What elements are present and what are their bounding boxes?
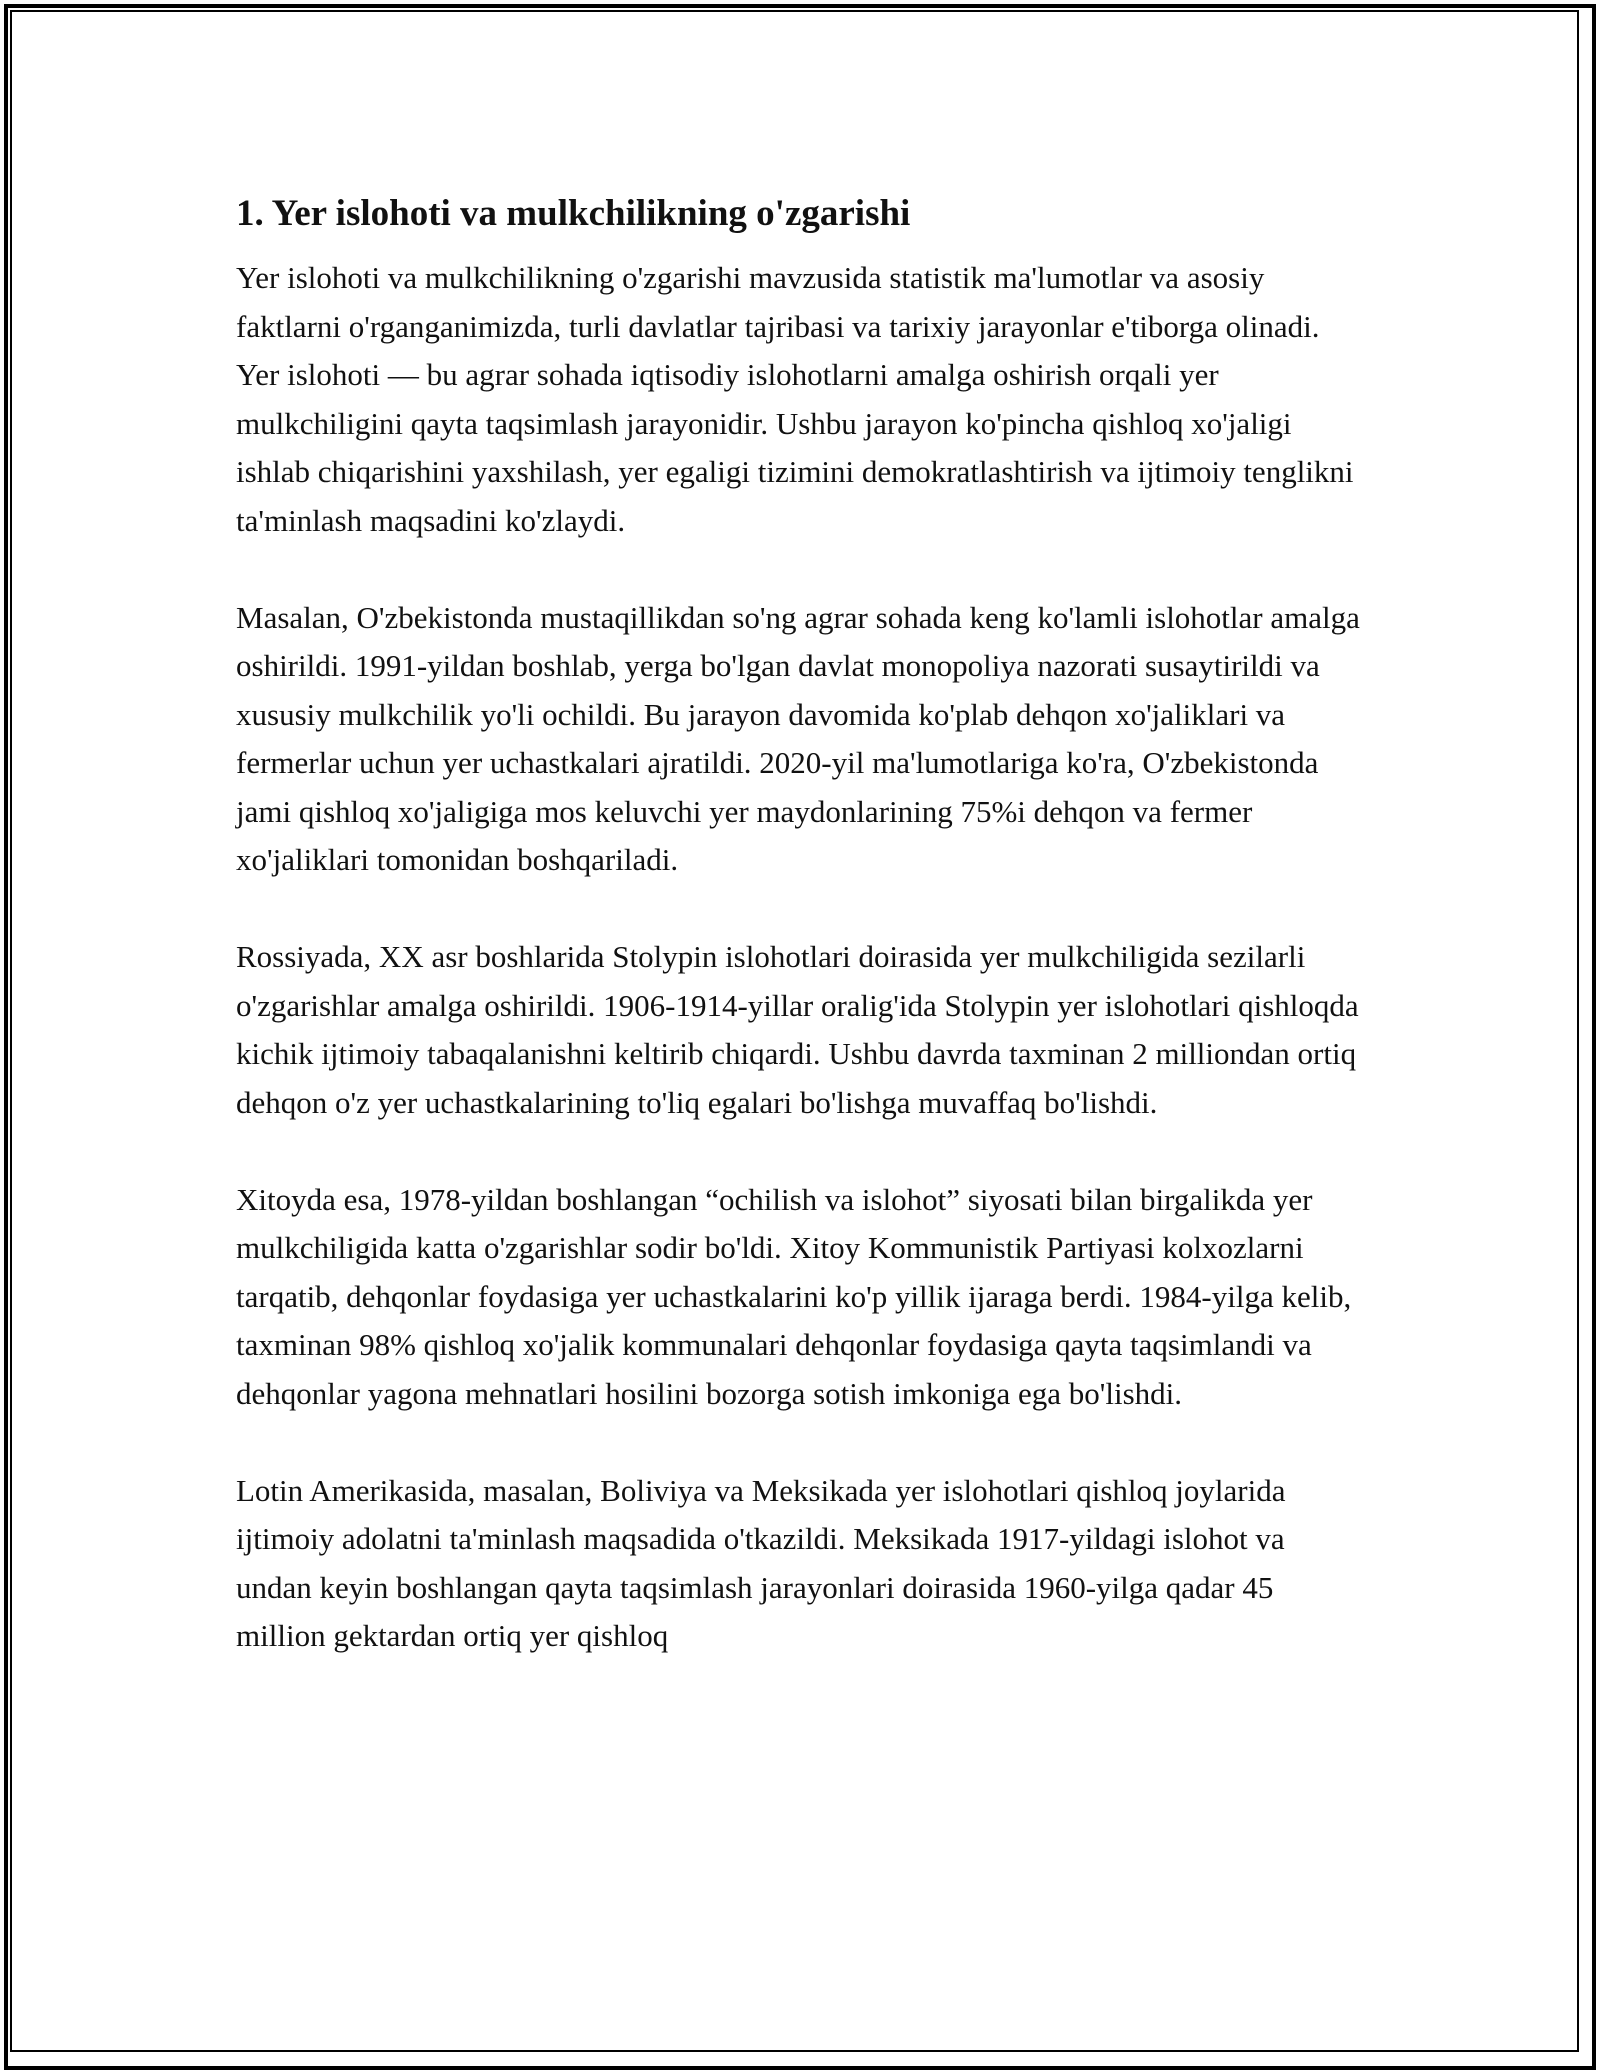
document-body: [236, 186, 1366, 1709]
paragraph-china: Xitoyda esa, 1978-yildan boshlangan “ochilish va islohot” siyosati bilan birgalikda yer mulkchiligida katta o'zgarishlar sodir bo'ldi. Xitoy Kommunistik Partiyasi kolxozlarni tarqatib, dehqonlar foydasiga yer uchastkalarini ko'p yillik ijaraga berdi. 1984-yilga kelib, taxminan 98% qishloq xo'jalik kommunalari dehqonlar foydasiga qayta taqsimlandi va dehqonlar yagona mehnatlari hosilini bozorga sotish imkoniga ega bo'lishdi.: [236, 1181, 1352, 1411]
paragraph-intro: Yer islohoti va mulkchilikning o'zgarishi mavzusida statistik ma'lumotlar va asosiy faktlarni o'rganganimizda, turli davlatlar tajribasi va tarixiy jarayonlar e'tiborga olinadi. Yer islohoti — bu agrar sohada iqtisodiy islohotlarni amalga oshirish orqali yer mulkchiligini qayta taqsimlash jarayonidir. Ushbu jarayon ko'pincha qishloq xo'jaligi ishlab chiqarishini yaxshilash, yer egaligi tizimini demokratlashtirish va ijtimoiy tenglikni ta'minlash maqsadini ko'zlaydi.: [236, 260, 1354, 538]
section-heading: 1. Yer islohoti va mulkchilikning o'zgarishi: [236, 193, 911, 234]
paragraph-latin-america: Lotin Amerikasida, masalan, Boliviya va Meksikada yer islohotlari qishloq joylarida ijtimoiy adolatni ta'minlash maqsadida o'tkazildi. Meksikada 1917-yildagi islohot va undan keyin boshlangan qayta taqsimlash jarayonlari doirasida 1960-yilga qadar 45 million gektardan ortiq yer qishloq: [236, 1472, 1286, 1653]
paragraph-uzbekistan: Masalan, O'zbekistonda mustaqillikdan so'ng agrar sohada keng ko'lamli islohotlar amalga oshirildi. 1991-yildan boshlab, yerga bo'lgan davlat monopoliya nazorati susaytirildi va xususiy mulkchilik yo'li ochildi. Bu jarayon davomida ko'plab dehqon xo'jaliklari va fermerlar uchun yer uchastkalari ajratildi. 2020-yil ma'lumotlariga ko'ra, O'zbekistonda jami qishloq xo'jaligiga mos keluvchi yer maydonlarining 75%i dehqon va fermer xo'jaliklari tomonidan boshqariladi.: [236, 599, 1360, 877]
paragraph-russia: Rossiyada, XX asr boshlarida Stolypin islohotlari doirasida yer mulkchiligida sezilarli o'zgarishlar amalga oshirildi. 1906-1914-yillar oralig'ida Stolypin yer islohotlari qishloqda kichik ijtimoiy tabaqalanishni keltirib chiqardi. Ushbu davrda taxminan 2 milliondan ortiq dehqon o'z yer uchastkalarining to'liq egalari bo'lishga muvaffaq bo'lishdi.: [236, 939, 1359, 1120]
